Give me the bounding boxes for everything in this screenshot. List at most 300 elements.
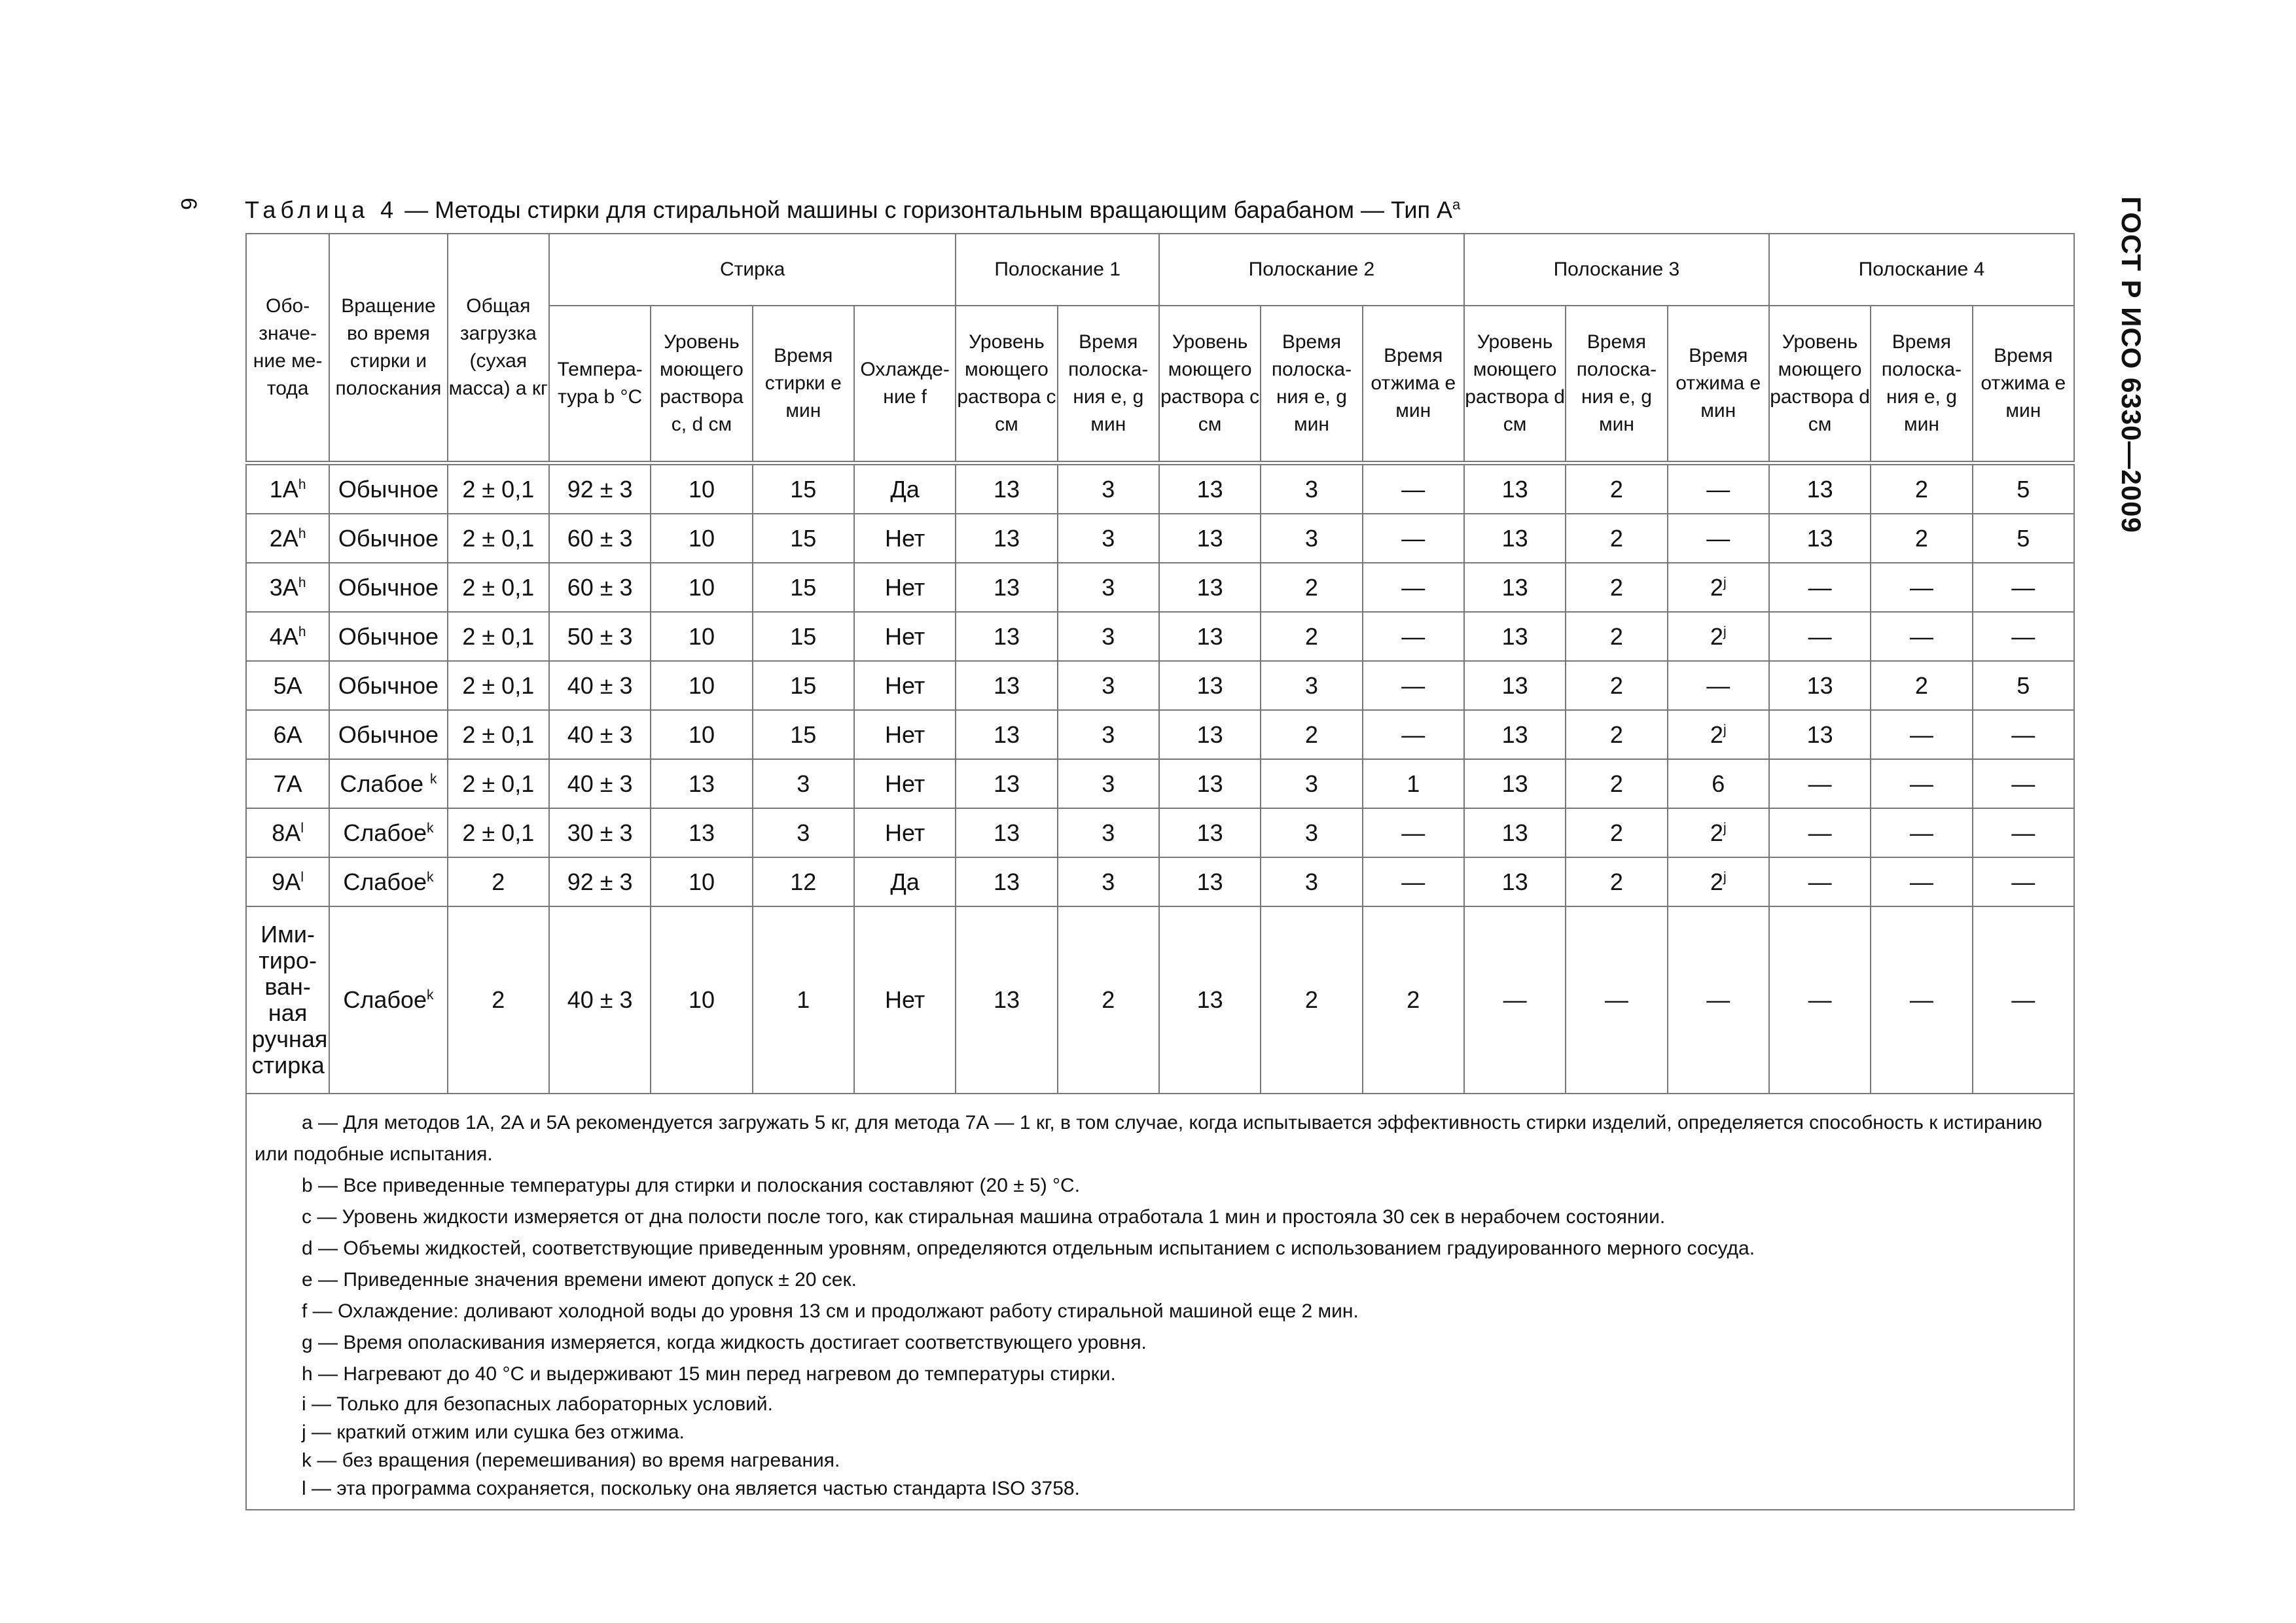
- rinse3-level-value: 13: [1501, 524, 1528, 552]
- rinse2-level-cell: [1159, 514, 1261, 563]
- load-cell: [448, 906, 549, 1094]
- header-rinse-2: Полоскание 2: [1159, 234, 1464, 306]
- rinse2-level-cell: [1159, 808, 1261, 857]
- rinse3-spin-cell: [1668, 808, 1769, 857]
- rinse3-spin-cell: [1668, 906, 1769, 1094]
- method-cell: [246, 463, 329, 514]
- rinse4-level-cell: [1769, 710, 1871, 759]
- rinse4-level-cell: [1769, 612, 1871, 661]
- footnote-ref: k: [427, 820, 434, 836]
- note-g: g — Время ополаскивания измеряется, когда жидкость достигает соответствующего уровня.: [302, 1332, 1147, 1353]
- footnote-ref: k: [427, 988, 434, 1003]
- rinse2-spin-value: —: [1401, 573, 1426, 601]
- rinse1-level-cell: [956, 710, 1057, 759]
- rinse3-time-value: 2: [1609, 721, 1623, 748]
- rinse3-level-cell: [1464, 759, 1566, 808]
- wash-time-value: 15: [790, 721, 817, 748]
- rinse3-time-cell: [1566, 710, 1667, 759]
- detergent-level-value: 10: [688, 475, 715, 503]
- load-cell: [448, 612, 549, 661]
- rinse4-time-value: —: [1909, 868, 1933, 895]
- rinse4-spin-cell: [1973, 710, 2074, 759]
- rinse4-level-value: 13: [1806, 524, 1833, 552]
- rinse1-time-cell: [1058, 759, 1159, 808]
- cooling-value: Нет: [884, 770, 925, 797]
- rinse1-level-cell: [956, 661, 1057, 710]
- cooling-cell: [854, 514, 956, 563]
- rinse1-time-value: 2: [1102, 986, 1115, 1013]
- rotation-value: Обычное: [338, 475, 439, 503]
- rinse4-spin-cell: [1973, 612, 2074, 661]
- rinse3-time-value: 2: [1609, 819, 1623, 846]
- rinse1-time-value: 3: [1102, 770, 1115, 797]
- rinse4-time-cell: [1871, 857, 1972, 906]
- method-cell: [246, 661, 329, 710]
- rinse1-time-cell: [1058, 514, 1159, 563]
- wash-methods-table: [245, 233, 2075, 1510]
- rinse3-level-value: 13: [1501, 868, 1528, 895]
- temperature-cell: [549, 710, 651, 759]
- table-row: [246, 857, 2074, 906]
- rinse2-level-value: 13: [1196, 524, 1223, 552]
- rinse4-spin-value: —: [2011, 770, 2036, 797]
- rinse4-spin-value: —: [2011, 819, 2036, 846]
- rinse3-time-value: 2: [1609, 770, 1623, 797]
- wash-time-cell: [753, 808, 854, 857]
- table-body: [246, 463, 2074, 1510]
- header-rinse-1: Полоскание 1: [956, 234, 1159, 306]
- detergent-level-value: 10: [688, 622, 715, 650]
- method-value: 5A: [273, 671, 302, 699]
- wash-time-cell: [753, 563, 854, 612]
- rotation-value: Слабое: [343, 986, 427, 1013]
- rinse3-level-value: 13: [1501, 770, 1528, 797]
- cooling-cell: [854, 463, 956, 514]
- rinse4-level-value: —: [1808, 819, 1832, 846]
- rinse3-time-value: —: [1604, 986, 1628, 1013]
- rinse4-level-value: 13: [1806, 475, 1833, 503]
- rinse4-time-cell: [1871, 710, 1972, 759]
- rinse4-time-cell: [1871, 906, 1972, 1094]
- temperature-value: 40 ± 3: [567, 986, 633, 1013]
- method-cell: [246, 808, 329, 857]
- method-cell: [246, 906, 329, 1094]
- wash-time-value: 15: [790, 475, 817, 503]
- rinse3-time-cell: [1566, 808, 1667, 857]
- detergent-level-cell: [651, 463, 752, 514]
- header-rinse4-time: Время полоска-ния е, g мин: [1871, 306, 1972, 463]
- method-value: 1A: [269, 475, 298, 503]
- rinse1-time-value: 3: [1102, 671, 1115, 699]
- note-a: a — Для методов 1А, 2А и 5А рекомендуется загружать 5 кг, для метода 7А — 1 кг, в том случае, когда испытывается эффективность стирки изделий, определяется способность к истиранию или подобные испытания.: [255, 1112, 2043, 1165]
- cooling-value: Нет: [884, 622, 925, 650]
- detergent-level-cell: [651, 710, 752, 759]
- load-value: 2 ± 0,1: [462, 671, 535, 699]
- rotation-value: Обычное: [338, 622, 439, 650]
- rinse4-spin-cell: [1973, 463, 2074, 514]
- rinse3-time-cell: [1566, 857, 1667, 906]
- cooling-cell: [854, 612, 956, 661]
- rinse1-level-value: 13: [993, 671, 1020, 699]
- temperature-value: 60 ± 3: [567, 524, 633, 552]
- rinse2-time-cell: [1261, 906, 1362, 1094]
- rinse1-time-value: 3: [1102, 475, 1115, 503]
- rinse4-level-cell: [1769, 808, 1871, 857]
- load-value: 2 ± 0,1: [462, 770, 535, 797]
- header-load: Общая загрузка (сухая масса) а кг: [448, 234, 549, 463]
- rotation-cell: [329, 612, 447, 661]
- footnote-ref: j: [1723, 869, 1727, 885]
- temperature-cell: [549, 563, 651, 612]
- rinse1-level-cell: [956, 514, 1057, 563]
- rinse3-time-cell: [1566, 612, 1667, 661]
- rinse4-level-value: —: [1808, 986, 1832, 1013]
- note-l: l — эта программа сохраняется, поскольку она является частью стандарта ISO 3758.: [302, 1478, 1080, 1499]
- rinse3-spin-value: 2: [1710, 819, 1723, 846]
- header-rotation: Вращение во время стирки и полоскания: [329, 234, 447, 463]
- rinse4-level-value: 13: [1806, 721, 1833, 748]
- header-rinse1-time: Время полоска-ния е, g мин: [1058, 306, 1159, 463]
- rotation-cell: [329, 463, 447, 514]
- rinse4-spin-value: —: [2011, 721, 2036, 748]
- detergent-level-value: 10: [688, 573, 715, 601]
- rinse3-time-value: 2: [1609, 524, 1623, 552]
- temperature-value: 40 ± 3: [567, 770, 633, 797]
- cooling-cell: [854, 906, 956, 1094]
- note-f: f — Охлаждение: доливают холодной воды до уровня 13 см и продолжают работу стиральной машиной еще 2 мин.: [302, 1300, 1359, 1322]
- rinse2-time-value: 3: [1304, 524, 1318, 552]
- table-row: [246, 563, 2074, 612]
- rinse2-time-cell: [1261, 661, 1362, 710]
- table-title: [245, 196, 1460, 224]
- load-value: 2: [492, 986, 505, 1013]
- rinse3-time-cell: [1566, 759, 1667, 808]
- wash-time-value: 15: [790, 573, 817, 601]
- rotation-value: Обычное: [338, 721, 439, 748]
- temperature-cell: [549, 759, 651, 808]
- footnote-ref: j: [1723, 820, 1727, 836]
- rinse3-spin-cell: [1668, 857, 1769, 906]
- rinse3-spin-cell: [1668, 612, 1769, 661]
- rinse4-level-value: —: [1808, 868, 1832, 895]
- footnote-ref: k: [430, 771, 437, 787]
- rinse3-level-value: 13: [1501, 819, 1528, 846]
- rinse1-level-cell: [956, 759, 1057, 808]
- rinse2-time-cell: [1261, 759, 1362, 808]
- rinse3-spin-cell: [1668, 661, 1769, 710]
- cooling-value: Нет: [884, 573, 925, 601]
- rinse3-spin-value: 2: [1710, 622, 1723, 650]
- rinse2-time-value: 3: [1304, 868, 1318, 895]
- rinse4-time-value: 2: [1914, 524, 1928, 552]
- rinse1-time-cell: [1058, 563, 1159, 612]
- note-c: с — Уровень жидкости измеряется от дна полости после того, как стиральная машина отработала 1 мин и простояла 30 сек в нерабочем состоянии.: [302, 1206, 1666, 1228]
- rinse1-time-value: 3: [1102, 819, 1115, 846]
- detergent-level-cell: [651, 563, 752, 612]
- rinse4-time-value: —: [1909, 986, 1933, 1013]
- note-k: k — без вращения (перемешивания) во время нагревания.: [302, 1450, 840, 1471]
- rinse2-time-value: 3: [1304, 819, 1318, 846]
- rinse3-spin-cell: [1668, 759, 1769, 808]
- header-rinse3-spin: Время отжима е мин: [1668, 306, 1769, 463]
- page-number: 6: [175, 198, 201, 210]
- rinse3-time-value: 2: [1609, 573, 1623, 601]
- note-d: d — Объемы жидкостей, соответствующие приведенным уровням, определяются отдельным испытанием с использованием градуированного мерного сосуда.: [302, 1238, 1755, 1259]
- rinse1-level-value: 13: [993, 622, 1020, 650]
- rinse2-time-value: 2: [1304, 622, 1318, 650]
- temperature-cell: [549, 661, 651, 710]
- wash-time-cell: [753, 759, 854, 808]
- rinse3-time-value: 2: [1609, 475, 1623, 503]
- header-rinse-4: Полоскание 4: [1769, 234, 2074, 306]
- rinse1-level-cell: [956, 808, 1057, 857]
- rotation-value: Обычное: [338, 573, 439, 601]
- table-row: [246, 759, 2074, 808]
- rinse4-spin-value: —: [2011, 986, 2036, 1013]
- rinse2-level-value: 13: [1196, 671, 1223, 699]
- temperature-value: 92 ± 3: [567, 475, 633, 503]
- temperature-cell: [549, 857, 651, 906]
- rinse1-level-cell: [956, 857, 1057, 906]
- rinse4-time-value: —: [1909, 721, 1933, 748]
- header-rinse4-level: Уровень моющего раствора d см: [1769, 306, 1871, 463]
- rinse3-spin-value: 2: [1710, 721, 1723, 748]
- detergent-level-value: 10: [688, 868, 715, 895]
- rinse3-time-value: 2: [1609, 868, 1623, 895]
- cooling-value: Нет: [884, 524, 925, 552]
- load-cell: [448, 759, 549, 808]
- rotation-cell: [329, 710, 447, 759]
- rinse4-time-value: 2: [1914, 671, 1928, 699]
- temperature-value: 50 ± 3: [567, 622, 633, 650]
- load-cell: [448, 514, 549, 563]
- rinse3-level-cell: [1464, 563, 1566, 612]
- cooling-cell: [854, 759, 956, 808]
- rinse1-level-value: 13: [993, 868, 1020, 895]
- rinse3-spin-value: 2: [1710, 868, 1723, 895]
- rinse4-time-cell: [1871, 759, 1972, 808]
- wash-time-cell: [753, 710, 854, 759]
- rinse4-time-cell: [1871, 661, 1972, 710]
- rotation-cell: [329, 661, 447, 710]
- temperature-cell: [549, 906, 651, 1094]
- wash-time-cell: [753, 463, 854, 514]
- method-value: 6A: [273, 721, 302, 748]
- load-value: 2 ± 0,1: [462, 721, 535, 748]
- header-method: Обо-значе-ние ме-тода: [246, 234, 329, 463]
- load-value: 2 ± 0,1: [462, 524, 535, 552]
- rinse2-time-cell: [1261, 808, 1362, 857]
- rotation-cell: [329, 857, 447, 906]
- header-wash: Стирка: [549, 234, 956, 306]
- rinse4-spin-value: 5: [2017, 524, 2030, 552]
- detergent-level-cell: [651, 857, 752, 906]
- rinse2-spin-value: —: [1401, 819, 1426, 846]
- rinse3-spin-value: —: [1706, 986, 1731, 1013]
- note-j: j — краткий отжим или сушка без отжима.: [302, 1421, 685, 1443]
- method-value: 2A: [269, 524, 298, 552]
- temperature-value: 30 ± 3: [567, 819, 633, 846]
- footnote-ref: h: [298, 575, 306, 590]
- rinse3-level-value: 13: [1501, 721, 1528, 748]
- rinse3-level-value: 13: [1501, 475, 1528, 503]
- method-cell: [246, 857, 329, 906]
- table-title-note: a: [1452, 196, 1461, 213]
- temperature-value: 40 ± 3: [567, 671, 633, 699]
- wash-time-cell: [753, 906, 854, 1094]
- table-row: [246, 463, 2074, 514]
- rinse4-level-cell: [1769, 514, 1871, 563]
- rinse4-time-value: —: [1909, 770, 1933, 797]
- rinse1-time-value: 3: [1102, 524, 1115, 552]
- rinse3-spin-value: —: [1706, 475, 1731, 503]
- rinse2-spin-value: 2: [1407, 986, 1420, 1013]
- wash-time-value: 3: [797, 819, 810, 846]
- rinse2-spin-cell: [1363, 759, 1464, 808]
- rinse1-time-cell: [1058, 808, 1159, 857]
- note-i: i — Только для безопасных лабораторных условий.: [302, 1393, 773, 1415]
- table-row: [246, 906, 2074, 1094]
- notes-row: [246, 1094, 2074, 1510]
- rinse3-level-cell: [1464, 808, 1566, 857]
- load-value: 2 ± 0,1: [462, 573, 535, 601]
- rinse2-spin-cell: [1363, 463, 1464, 514]
- rinse3-level-value: —: [1503, 986, 1527, 1013]
- table-row: [246, 661, 2074, 710]
- rinse4-level-cell: [1769, 661, 1871, 710]
- cooling-value: Нет: [884, 986, 925, 1013]
- cooling-cell: [854, 808, 956, 857]
- rinse3-level-value: 13: [1501, 622, 1528, 650]
- rinse3-level-cell: [1464, 906, 1566, 1094]
- footnote-ref: j: [1723, 722, 1727, 738]
- cooling-value: Да: [890, 475, 920, 503]
- cooling-value: Нет: [884, 671, 925, 699]
- rinse1-level-value: 13: [993, 770, 1020, 797]
- wash-time-value: 1: [797, 986, 810, 1013]
- note-h: h — Нагревают до 40 °С и выдерживают 15 мин перед нагревом до температуры стирки.: [302, 1363, 1116, 1385]
- detergent-level-value: 10: [688, 721, 715, 748]
- method-value: 4A: [269, 622, 298, 650]
- rinse3-level-cell: [1464, 661, 1566, 710]
- detergent-level-cell: [651, 759, 752, 808]
- rinse1-time-cell: [1058, 710, 1159, 759]
- load-cell: [448, 661, 549, 710]
- detergent-level-cell: [651, 906, 752, 1094]
- rinse4-level-cell: [1769, 906, 1871, 1094]
- header-rinse3-time: Время полоска-ния е, g мин: [1566, 306, 1667, 463]
- temperature-value: 60 ± 3: [567, 573, 633, 601]
- rinse2-time-value: 2: [1304, 986, 1318, 1013]
- rinse2-level-value: 13: [1196, 770, 1223, 797]
- rinse4-spin-cell: [1973, 514, 2074, 563]
- header-wash-time: Время стирки е мин: [753, 306, 854, 463]
- load-value: 2 ± 0,1: [462, 819, 535, 846]
- rinse2-spin-value: —: [1401, 475, 1426, 503]
- rotation-cell: [329, 514, 447, 563]
- rinse2-time-cell: [1261, 612, 1362, 661]
- rinse4-spin-cell: [1973, 906, 2074, 1094]
- rinse1-level-value: 13: [993, 986, 1020, 1013]
- rinse3-spin-cell: [1668, 514, 1769, 563]
- notes-cell: [246, 1094, 2074, 1510]
- rinse4-time-value: —: [1909, 819, 1933, 846]
- rinse4-spin-cell: [1973, 759, 2074, 808]
- rinse2-level-value: 13: [1196, 819, 1223, 846]
- header-cooling: Охлажде-ние f: [854, 306, 956, 463]
- rinse2-level-cell: [1159, 906, 1261, 1094]
- rinse4-time-cell: [1871, 463, 1972, 514]
- rinse3-spin-value: —: [1706, 524, 1731, 552]
- rinse3-spin-cell: [1668, 710, 1769, 759]
- rinse3-spin-cell: [1668, 463, 1769, 514]
- rotation-value: Обычное: [338, 524, 439, 552]
- rinse2-level-cell: [1159, 857, 1261, 906]
- header-rinse2-spin: Время отжима е мин: [1363, 306, 1464, 463]
- rinse4-level-value: 13: [1806, 671, 1833, 699]
- rinse3-spin-value: —: [1706, 671, 1731, 699]
- wash-time-value: 15: [790, 671, 817, 699]
- rinse4-level-cell: [1769, 463, 1871, 514]
- footnote-ref: j: [1723, 624, 1727, 639]
- rinse1-time-cell: [1058, 661, 1159, 710]
- method-value: 7A: [273, 770, 302, 797]
- rinse2-time-value: 2: [1304, 573, 1318, 601]
- rinse2-level-cell: [1159, 563, 1261, 612]
- rinse2-time-cell: [1261, 514, 1362, 563]
- rinse2-time-cell: [1261, 463, 1362, 514]
- footnote-ref: h: [298, 476, 306, 492]
- rinse4-level-value: —: [1808, 770, 1832, 797]
- rotation-value: Слабое: [340, 770, 431, 797]
- header-temperature: Темпера-тура b °C: [549, 306, 651, 463]
- rinse1-time-value: 3: [1102, 868, 1115, 895]
- rinse3-time-value: 2: [1609, 671, 1623, 699]
- load-cell: [448, 710, 549, 759]
- rinse3-spin-value: 6: [1712, 770, 1725, 797]
- detergent-level-cell: [651, 514, 752, 563]
- cooling-value: Да: [890, 868, 920, 895]
- rinse2-level-value: 13: [1196, 573, 1223, 601]
- method-value: 9A: [272, 868, 301, 895]
- rinse1-time-value: 3: [1102, 721, 1115, 748]
- load-cell: [448, 857, 549, 906]
- rinse3-level-cell: [1464, 612, 1566, 661]
- detergent-level-value: 13: [688, 819, 715, 846]
- detergent-level-value: 10: [688, 671, 715, 699]
- load-cell: [448, 808, 549, 857]
- rinse4-level-cell: [1769, 563, 1871, 612]
- rinse3-time-value: 2: [1609, 622, 1623, 650]
- rinse2-time-value: 3: [1304, 770, 1318, 797]
- detergent-level-value: 13: [688, 770, 715, 797]
- rinse2-spin-value: —: [1401, 671, 1426, 699]
- rinse3-time-cell: [1566, 906, 1667, 1094]
- rinse2-level-value: 13: [1196, 721, 1223, 748]
- load-value: 2 ± 0,1: [462, 475, 535, 503]
- wash-time-cell: [753, 514, 854, 563]
- footnote-ref: k: [427, 869, 434, 885]
- rinse2-spin-value: 1: [1407, 770, 1420, 797]
- rinse2-level-cell: [1159, 463, 1261, 514]
- rinse1-time-value: 3: [1102, 622, 1115, 650]
- rinse4-level-value: —: [1808, 622, 1832, 650]
- footnote-ref: h: [298, 624, 306, 639]
- rinse3-level-cell: [1464, 857, 1566, 906]
- rinse4-level-cell: [1769, 759, 1871, 808]
- method-value: 3A: [269, 573, 298, 601]
- wash-time-cell: [753, 661, 854, 710]
